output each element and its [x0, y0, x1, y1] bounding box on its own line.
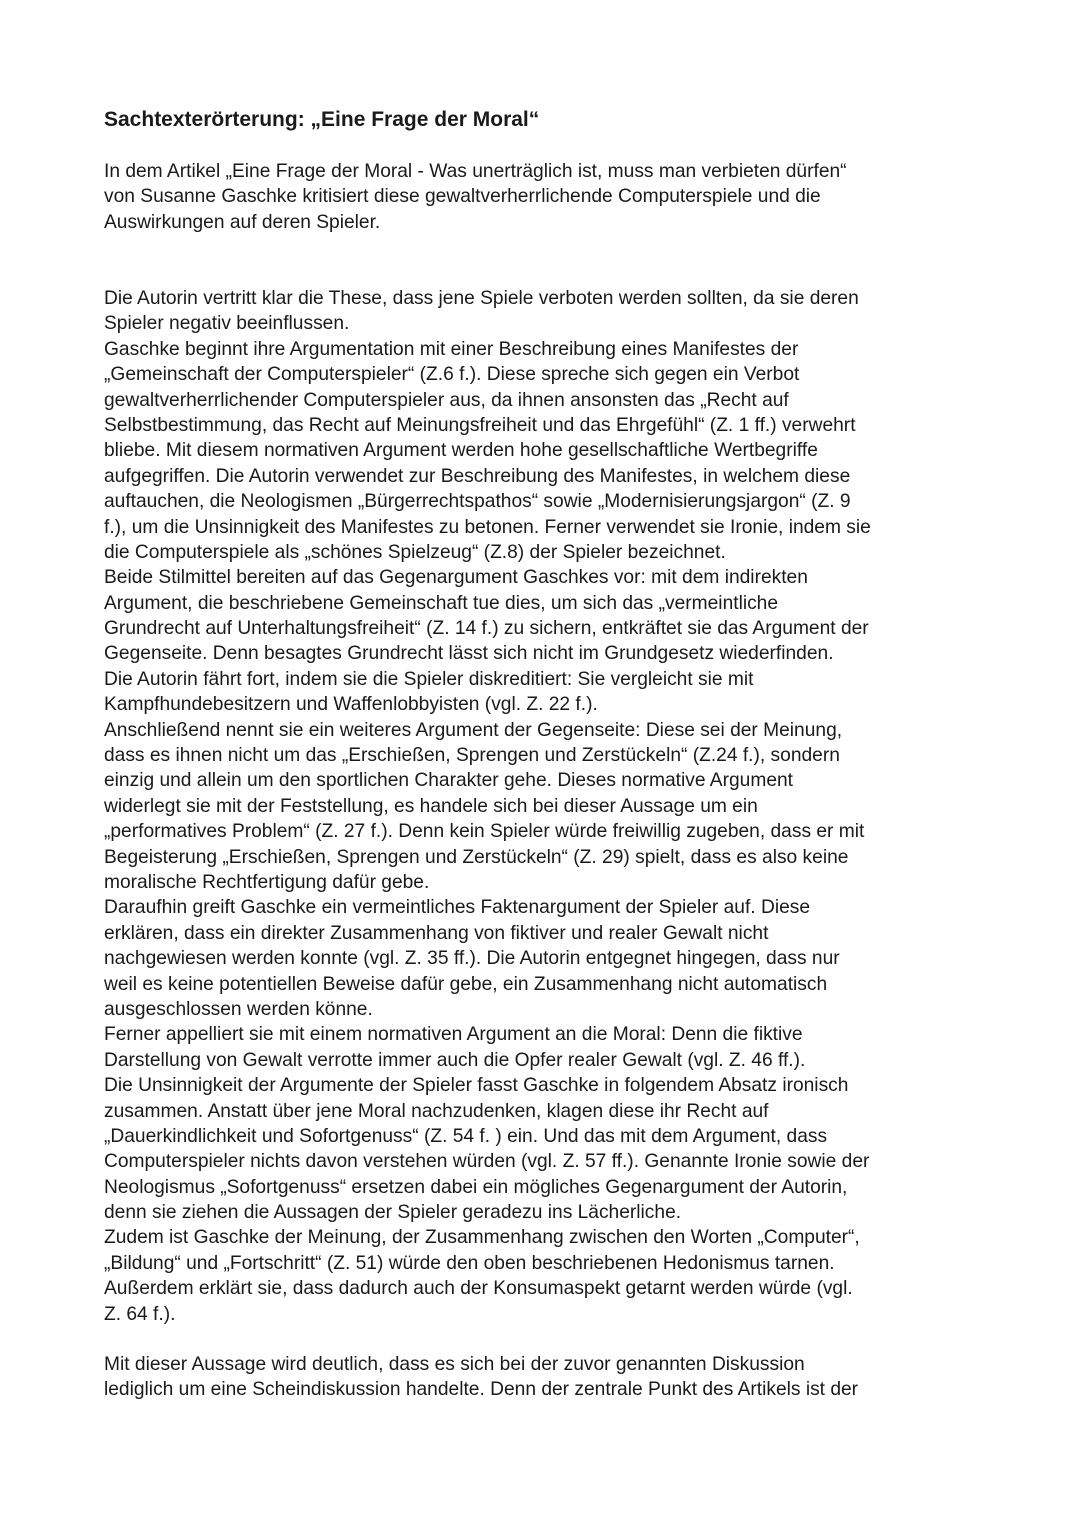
closing-text-line: Mit dieser Aussage wird deutlich, dass es sich bei der zuvor genannten Diskussion	[104, 1354, 805, 1375]
body-text-line: denn sie ziehen die Aussagen der Spieler geradezu ins Lächerliche.	[104, 1202, 682, 1224]
body-text-line: bliebe. Mit diesem normativen Argument werden hohe gesellschaftliche Wertbegriffe	[104, 440, 818, 462]
intro-text-line: von Susanne Gaschke kritisiert diese gewaltverherrlichende Computerspiele und die	[104, 186, 821, 208]
body-text-line: Zudem ist Gaschke der Meinung, der Zusammenhang zwischen den Worten „Computer“,	[104, 1227, 860, 1249]
body-text-line: f.), um die Unsinnigkeit des Manifestes zu betonen. Ferner verwendet sie Ironie, indem sie	[104, 516, 871, 538]
body-text-line: „Bildung“ und „Fortschritt“ (Z. 51) würde den oben beschriebenen Hedonismus tarnen.	[104, 1252, 835, 1274]
body-text-line: erklären, dass ein direkter Zusammenhang von fiktiver und realer Gewalt nicht	[104, 922, 769, 944]
body-text-line: gewaltverherrlichender Computerspieler aus, da ihnen ansonsten das „Recht auf	[104, 389, 789, 411]
body-text-line: weil es keine potentiellen Beweise dafür gebe, ein Zusammenhang nicht automatisch	[104, 973, 828, 995]
body-text-line: Die Autorin vertritt klar die These, dass jene Spiele verboten werden sollten, da sie deren	[104, 288, 859, 309]
body-text-line: Computerspieler nichts davon verstehen würden (vgl. Z. 57 ff.). Genannte Ironie sowie der	[104, 1151, 870, 1173]
body-text-line: Begeisterung „Erschießen, Sprengen und Zerstückeln“ (Z. 29) spielt, dass es also keine	[104, 846, 849, 868]
body-text-line: Die Unsinnigkeit der Argumente der Spieler fasst Gaschke in folgendem Absatz ironisch	[104, 1075, 849, 1097]
body-text-line: Beide Stilmittel bereiten auf das Gegenargument Gaschkes vor: mit dem indirekten	[104, 567, 808, 589]
body-text-line: moralische Rechtfertigung dafür gebe.	[104, 871, 430, 893]
body-text-line: „Dauerkindlichkeit und Sofortgenuss“ (Z. 54 f. ) ein. Und das mit dem Argument, dass	[104, 1125, 828, 1147]
body-text-line: dass es ihnen nicht um das „Erschießen, Sprengen und Zerstückeln“ (Z.24 f.), sondern	[104, 745, 840, 767]
body-text-line: Selbstbestimmung, das Recht auf Meinungsfreiheit und das Ehrgefühl“ (Z. 1 ff.) verwehrt	[104, 414, 856, 436]
body-text-line: Ferner appelliert sie mit einem normativen Argument an die Moral: Denn die fiktive	[104, 1024, 803, 1046]
body-text-line: zusammen. Anstatt über jene Moral nachzudenken, klagen diese ihr Recht auf	[104, 1100, 769, 1122]
body-text-line: nachgewiesen werden konnte (vgl. Z. 35 ff.). Die Autorin entgegnet hingegen, dass nur	[104, 948, 840, 970]
body-text-line: Z. 64 f.).	[104, 1303, 176, 1325]
intro-text-line: Auswirkungen auf deren Spieler.	[104, 211, 381, 233]
body-text-line: Kampfhundebesitzern und Waffenlobbyisten (vgl. Z. 22 f.).	[104, 694, 598, 716]
document-title: Sachtexterörterung: „Eine Frage der Moral“	[104, 108, 540, 131]
body-text-line: Außerdem erklärt sie, dass dadurch auch der Konsumaspekt getarnt werden würde (vgl.	[104, 1278, 853, 1300]
body-text-line: Darstellung von Gewalt verrotte immer auch die Opfer realer Gewalt (vgl. Z. 46 ff.).	[104, 1049, 806, 1071]
intro-text-line: In dem Artikel „Eine Frage der Moral - Was unerträglich ist, muss man verbieten dürfen“	[104, 161, 847, 182]
body-text-line: Neologismus „Sofortgenuss“ ersetzen dabei ein mögliches Gegenargument der Autorin,	[104, 1176, 848, 1198]
body-paragraph	[104, 286, 984, 1327]
body-text-line: einzig und allein um den sportlichen Charakter gehe. Dieses normative Argument	[104, 770, 793, 792]
body-text-line: Grundrecht auf Unterhaltungsfreiheit“ (Z. 14 f.) zu sichern, entkräftet sie das Argument der	[104, 618, 869, 640]
body-text-line: „Gemeinschaft der Computerspieler“ (Z.6 f.). Diese spreche sich gegen ein Verbot	[104, 364, 800, 386]
closing-paragraph	[104, 1352, 984, 1403]
body-text-line: „performatives Problem“ (Z. 27 f.). Denn kein Spieler würde freiwillig zugeben, dass er mit	[104, 821, 865, 843]
body-text-line: auftauchen, die Neologismen „Bürgerrechtspathos“ sowie „Modernisierungsjargon“ (Z. 9	[104, 491, 851, 513]
body-text-line: ausgeschlossen werden könne.	[104, 998, 373, 1020]
body-text-line: Gegenseite. Denn besagtes Grundrecht lässt sich nicht im Grundgesetz wiederfinden.	[104, 643, 834, 665]
body-text-line: widerlegt sie mit der Feststellung, es handele sich bei dieser Aussage um ein	[104, 795, 758, 817]
body-text-line: Daraufhin greift Gaschke ein vermeintliches Faktenargument der Spieler auf. Diese	[104, 897, 811, 919]
body-text-line: die Computerspiele als „schönes Spielzeug“ (Z.8) der Spieler bezeichnet.	[104, 541, 726, 563]
body-text-line: Spieler negativ beeinflussen.	[104, 313, 350, 335]
body-text-line: Die Autorin fährt fort, indem sie die Spieler diskreditiert: Sie vergleicht sie mit	[104, 668, 754, 690]
intro-paragraph	[104, 159, 984, 235]
body-text-line: Anschließend nennt sie ein weiteres Argument der Gegenseite: Diese sei der Meinung,	[104, 719, 843, 741]
body-text-line: Argument, die beschriebene Gemeinschaft tue dies, um sich das „vermeintliche	[104, 592, 779, 614]
body-text-line: Gaschke beginnt ihre Argumentation mit einer Beschreibung eines Manifestes der	[104, 338, 799, 360]
body-text-line: aufgegriffen. Die Autorin verwendet zur Beschreibung des Manifestes, in welchem diese	[104, 465, 851, 487]
closing-text-line: lediglich um eine Scheindiskussion handelte. Denn der zentrale Punkt des Artikels ist der	[104, 1379, 859, 1401]
